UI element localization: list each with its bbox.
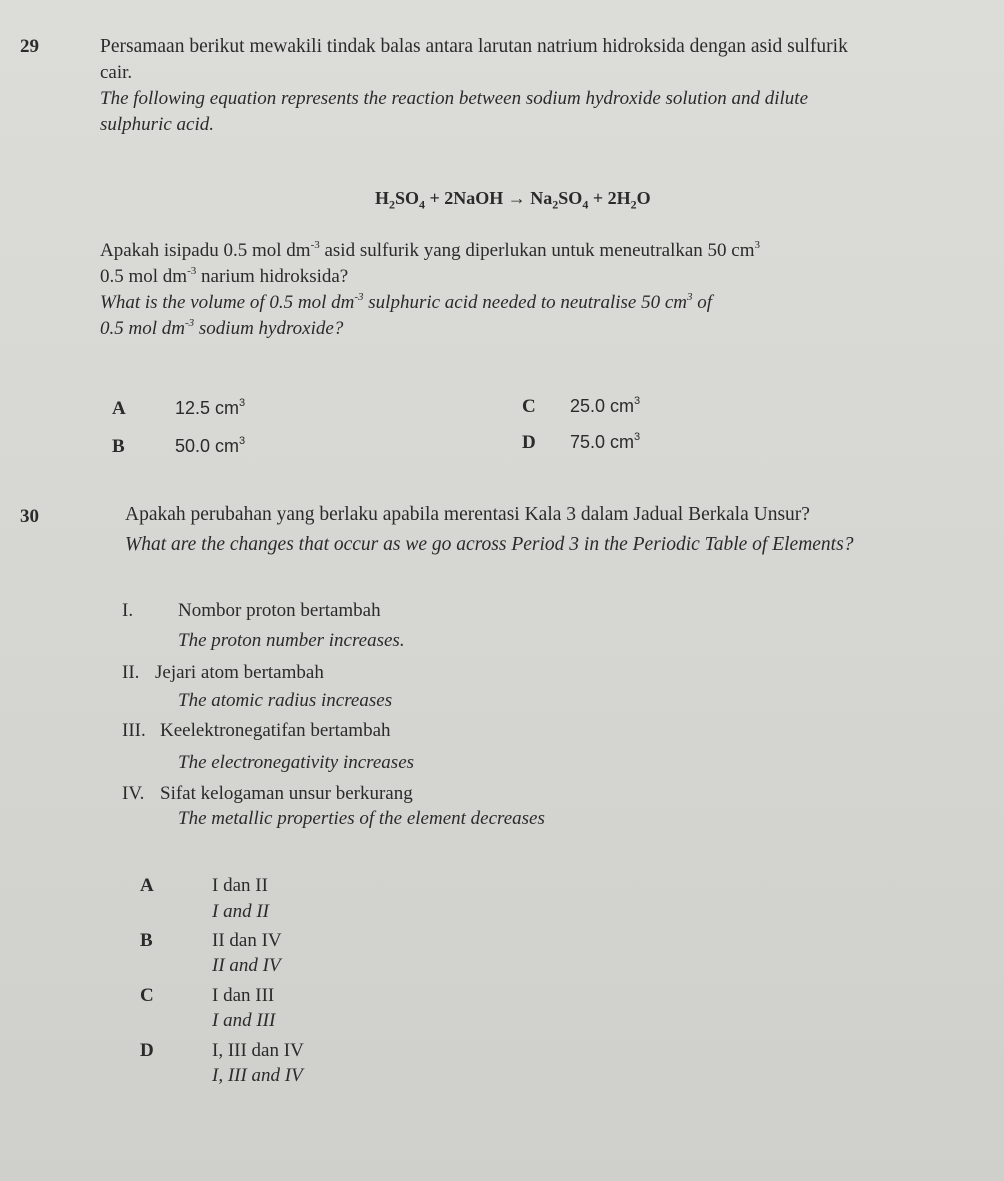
text: 0.5 mol dm: [100, 266, 188, 287]
question-text-malay: Persamaan berikut mewakili tindak balas antara larutan natrium hidroksida dengan asid sulfurik: [100, 36, 848, 57]
text: What is the volume of 0.5 mol dm: [100, 292, 355, 313]
option-letter: D: [522, 432, 536, 453]
exp: 3: [687, 291, 693, 303]
exp: -3: [184, 317, 195, 329]
value: 75.0 cm: [570, 432, 635, 452]
option-value[interactable]: [570, 396, 640, 417]
eq-sub: 4: [582, 197, 589, 212]
statement-malay: Sifat kelogaman unsur berkurang: [160, 783, 413, 804]
option-english: II and IV: [212, 955, 281, 976]
option-letter: B: [112, 436, 125, 457]
statement-numeral: IV.: [122, 783, 145, 804]
eq-part: SO: [558, 188, 583, 208]
option-malay[interactable]: I dan III: [212, 985, 275, 1006]
question-number: 30: [20, 506, 39, 527]
eq-part: + 2NaOH →: [429, 188, 526, 208]
question-prompt-english: [100, 318, 343, 340]
value: 50.0 cm: [175, 436, 240, 456]
value: 12.5 cm: [175, 398, 240, 418]
text: sulphuric acid needed to neutralise 50 cm: [363, 292, 687, 313]
option-letter: C: [522, 396, 536, 417]
option-english: I and II: [212, 901, 269, 922]
statement-english: The proton number increases.: [178, 630, 405, 651]
option-letter: D: [140, 1040, 154, 1061]
exp: -3: [310, 239, 320, 251]
option-value[interactable]: [570, 432, 640, 453]
text: sodium hydroxide?: [194, 318, 344, 339]
question-prompt-malay: [100, 240, 760, 262]
eq-part: + 2H: [592, 188, 631, 208]
exp: 3: [634, 395, 641, 407]
exp: 3: [634, 431, 641, 443]
statement-english: The metallic properties of the element decreases: [178, 808, 545, 829]
exp: 3: [239, 435, 246, 447]
statement-malay: Jejari atom bertambah: [155, 662, 324, 683]
eq-part: O: [636, 188, 651, 208]
option-letter: C: [140, 985, 154, 1006]
eq-part: Na: [530, 188, 553, 208]
question-prompt-malay: [100, 266, 348, 288]
eq-sub: 2: [552, 197, 559, 212]
text: narium hidroksida?: [196, 266, 349, 287]
eq-sub: 4: [419, 197, 426, 212]
exp: -3: [354, 291, 364, 303]
option-english: I, III and IV: [212, 1065, 303, 1086]
statement-numeral: III.: [122, 720, 146, 741]
option-english: I and III: [212, 1010, 276, 1031]
value: 25.0 cm: [570, 396, 635, 416]
exp: -3: [187, 265, 197, 277]
eq-sub: 2: [389, 197, 396, 212]
text: asid sulfurik yang diperlukan untuk meneutralkan 50 cm: [319, 240, 755, 261]
option-malay[interactable]: II dan IV: [212, 930, 282, 951]
option-letter: A: [140, 875, 154, 896]
question-text-english: sulphuric acid.: [100, 114, 214, 135]
statement-numeral: I.: [122, 600, 134, 621]
option-letter: B: [140, 930, 153, 951]
text: of: [692, 292, 713, 313]
eq-sub: 2: [630, 197, 637, 212]
statement-malay: Nombor proton bertambah: [178, 600, 381, 621]
chemical-equation: [375, 188, 651, 212]
question-prompt-english: [100, 292, 712, 314]
exp: 3: [754, 239, 761, 251]
eq-part: SO: [395, 188, 420, 208]
text: 0.5 mol dm: [100, 318, 185, 339]
statement-english: The atomic radius increases: [178, 690, 393, 711]
option-malay[interactable]: I, III dan IV: [212, 1040, 304, 1061]
question-text-malay: Apakah perubahan yang berlaku apabila merentasi Kala 3 dalam Jadual Berkala Unsur?: [125, 504, 810, 525]
question-text-english: What are the changes that occur as we go across Period 3 in the Periodic Table of Elements?: [125, 534, 854, 555]
option-letter: A: [112, 398, 126, 419]
statement-malay: Keelektronegatifan bertambah: [160, 720, 391, 741]
option-value[interactable]: [175, 398, 245, 419]
option-malay[interactable]: I dan II: [212, 875, 268, 896]
text: Apakah isipadu 0.5 mol dm: [100, 240, 311, 261]
question-number: 29: [20, 36, 39, 57]
eq-part: H: [375, 188, 390, 208]
statement-numeral: II.: [122, 662, 140, 683]
question-text-english: The following equation represents the reaction between sodium hydroxide solution and dilute: [100, 88, 809, 109]
statement-english: The electronegativity increases: [178, 752, 415, 773]
question-text-malay: cair.: [100, 62, 133, 83]
option-value[interactable]: [175, 436, 245, 457]
exp: 3: [239, 397, 246, 409]
